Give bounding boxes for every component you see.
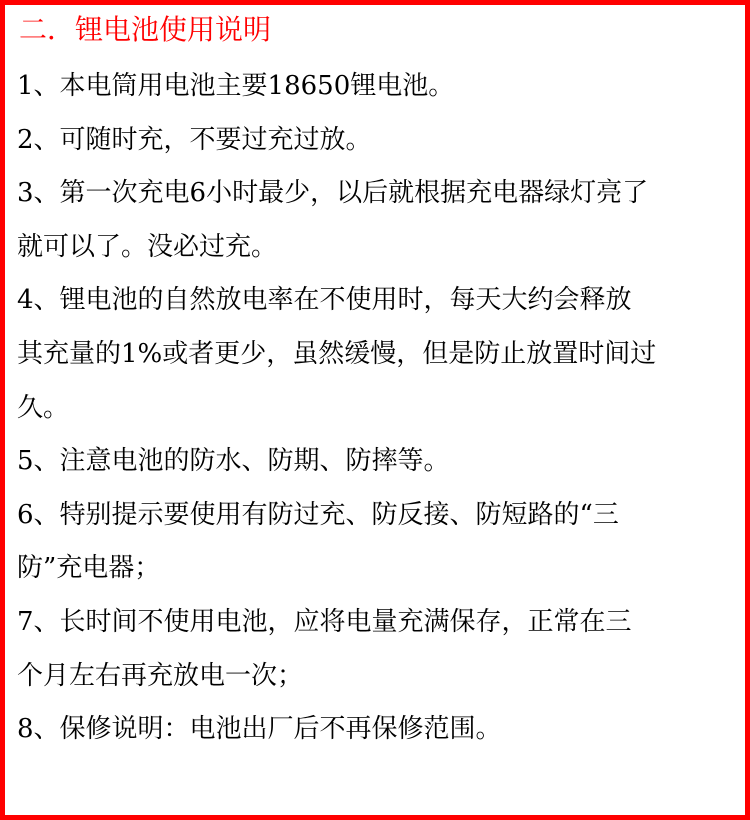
instruction-line-6: 其充量的1%或者更少，虽然缓慢，但是防止放置时间过 [17, 338, 657, 369]
instruction-line-9: 6、特别提示要使用有防过充、防反接、防短路的“三 [17, 499, 619, 530]
instruction-line-3: 3、第一次充电6小时最少，以后就根据充电器绿灯亮了 [17, 178, 649, 209]
instruction-line-7: 久。 [17, 392, 70, 423]
instruction-line-4: 就可以了。没必过充。 [17, 231, 278, 262]
instruction-list [17, 60, 750, 757]
instruction-line-11: 7、长时间不使用电池，应将电量充满保存，正常在三 [17, 606, 632, 637]
instruction-line-2: 2、可随时充，不要过充过放。 [17, 124, 372, 155]
instruction-line-12: 个月左右再充放电一次； [17, 660, 304, 691]
instruction-line-5: 4、锂电池的自然放电率在不使用时，每天大约会释放 [17, 285, 632, 316]
section-title: 二．锂电池使用说明 [19, 13, 272, 46]
instruction-line-1: 1、本电筒用电池主要18650锂电池。 [17, 71, 455, 101]
instruction-line-10: 防”充电器； [17, 553, 161, 584]
instruction-line-8: 5、注意电池的防水、防期、防摔等。 [17, 446, 450, 477]
instruction-line-13: 8、保修说明：电池出厂后不再保修范围。 [17, 714, 502, 745]
